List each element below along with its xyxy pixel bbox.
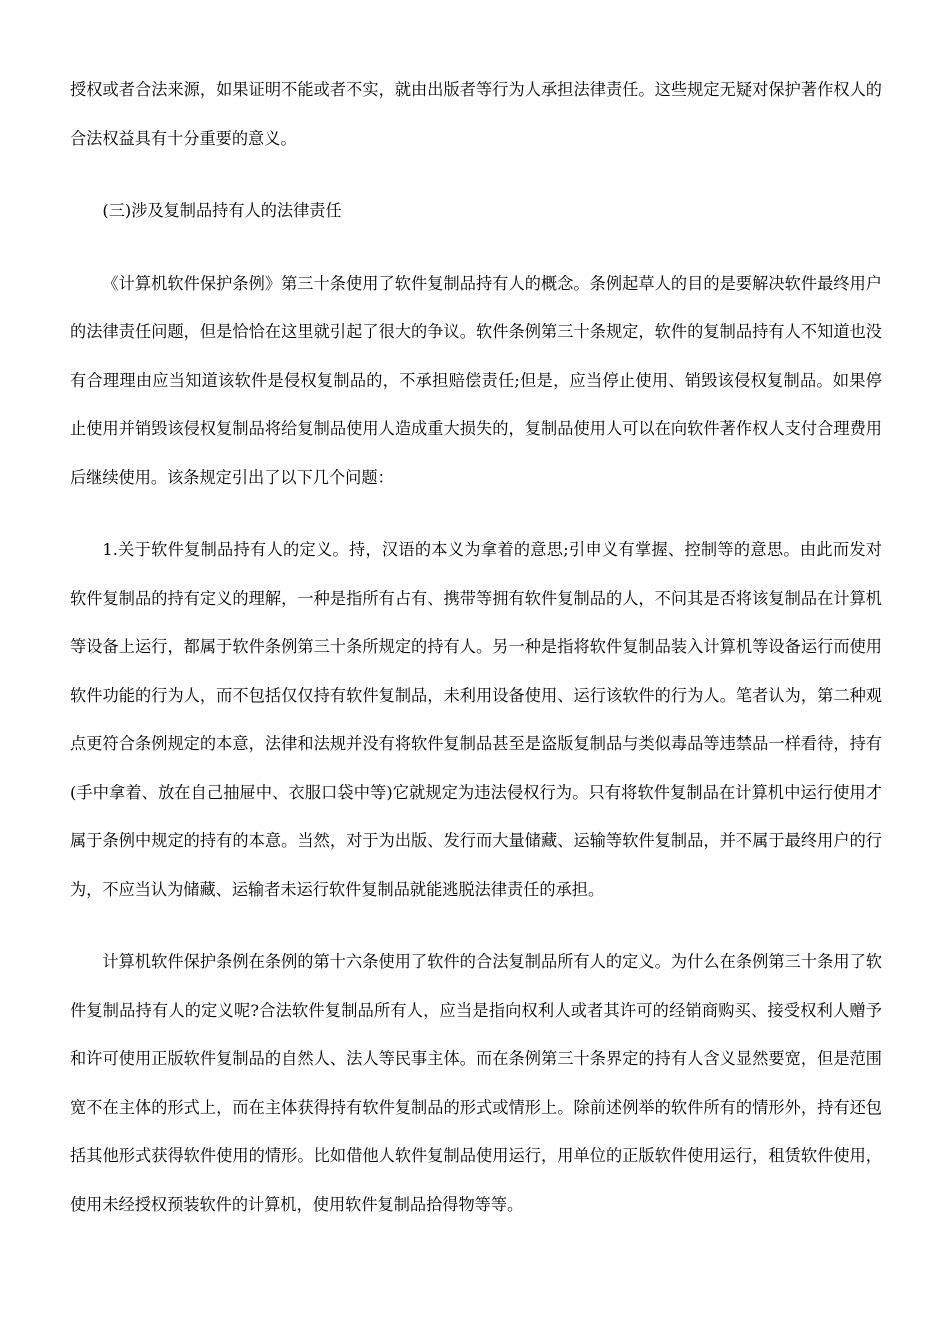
paragraph-1: 授权或者合法来源，如果证明不能或者不实，就由出版者等行为人承担法律责任。这些规定无疑对保护著作权人的合法权益具有十分重要的意义。 bbox=[70, 80, 882, 148]
paragraph-4: 1.关于软件复制品持有人的定义。持，汉语的本义为拿着的意思;引申义有掌握、控制等的意思。由此而发对软件复制品的持有定义的理解，一种是指所有占有、携带等拥有软件复制品的人，不问其是否将该复制品在计算机等设备上运行，都属于软件条例第三十条所规定的持有人。另一种是指将软件复制品装入计算机等设备运行而使用软件功能的行为人，而不包括仅仅持有软件复制品，未利用设备使用、运行该软件的行为人。笔者认为，第二种观点更符合条例规定的本意，法律和法规并没有将软件复制品甚至是盗版复制品与类似毒品等违禁品一样看待，持有(手中拿着、放在自己抽屉中、衣服口袋中等)它就规定为违法侵权行为。只有将软件复制品在计算机中运行使用才属于条例中规定的持有的本意。当然，对于为出版、发行而大量储藏、运输等软件复制品，并不属于最终用户的行为，不应当认为储藏、运输者未运行软件复制品就能逃脱法律责任的承担。 bbox=[70, 540, 882, 899]
paragraph-5: 计算机软件保护条例在条例的第十六条使用了软件的合法复制品所有人的定义。为什么在条例第三十条用了软件复制品持有人的定义呢?合法软件复制品所有人，应当是指向权利人或者其许可的经销商购买、接受权利人赠予和许可使用正版软件复制品的自然人、法人等民事主体。而在条例第三十条界定的持有人含义显然要宽，但是范围宽不在主体的形式上，而在主体获得持有软件复制品的形式或情形上。除前述例举的软件所有的情形外，持有还包括其他形式获得软件使用的情形。比如借他人软件复制品使用运行，用单位的正版软件使用运行，租赁软件使用，使用未经授权预装软件的计算机，使用软件复制品拾得物等等。 bbox=[70, 952, 882, 1214]
paragraph-3: 《计算机软件保护条例》第三十条使用了软件复制品持有人的概念。条例起草人的目的是要解决软件最终用户的法律责任问题，但是恰恰在这里就引起了很大的争议。软件条例第三十条规定，软件的复制品持有人不知道也没有合理理由应当知道该软件是侵权复制品的，不承担赔偿责任;但是，应当停止使用、销毁该侵权复制品。如果停止使用并销毁该侵权复制品将给复制品使用人造成重大损失的，复制品使用人可以在向软件著作权人支付合理费用后继续使用。该条规定引出了以下几个问题： bbox=[70, 273, 882, 487]
document-body bbox=[70, 66, 882, 1253]
section-heading: (三)涉及复制品持有人的法律责任 bbox=[102, 201, 342, 220]
